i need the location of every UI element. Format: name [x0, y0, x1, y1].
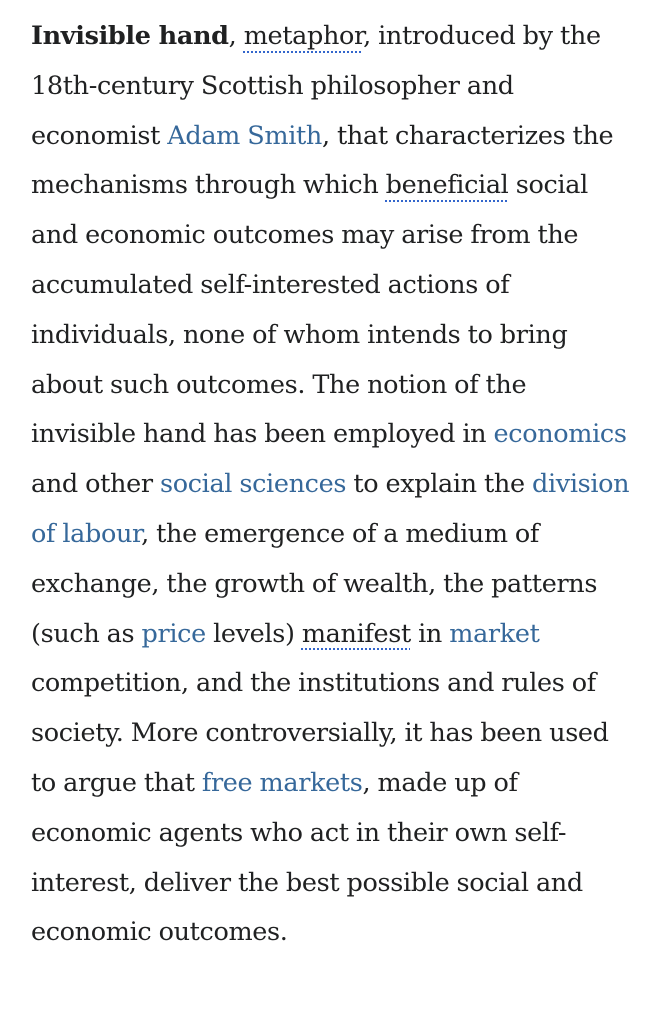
- link-market[interactable]: market: [449, 618, 540, 649]
- gloss-link-beneficial[interactable]: beneficial: [385, 170, 509, 201]
- gloss-link-manifest[interactable]: manifest: [301, 618, 411, 649]
- gloss-link-metaphor[interactable]: metaphor: [243, 21, 364, 51]
- link-division-of-labour[interactable]: division of labour: [31, 469, 630, 549]
- text-run: and other: [31, 469, 160, 500]
- text-run: , made up of economic agents who act in their own self-interest, deliver the best possible social and economic outcomes.: [31, 767, 583, 948]
- link-adam-smith[interactable]: Adam Smith: [167, 120, 322, 151]
- link-price[interactable]: price: [141, 618, 206, 649]
- term-invisible-hand: Invisible hand: [31, 21, 229, 51]
- link-social-sciences[interactable]: social sciences: [159, 469, 347, 500]
- text-run: ,: [228, 21, 244, 51]
- lead-paragraph: [31, 12, 638, 958]
- text-run: in: [410, 618, 450, 649]
- link-free-markets[interactable]: free markets: [201, 767, 363, 798]
- text-run: , that characterizes the mechanisms through which: [31, 120, 614, 201]
- text-run: competition, and the institutions and rules of society. More controversially, it has been used to argue that: [31, 668, 609, 798]
- text-run: to explain the: [346, 469, 532, 500]
- text-run: , introduced by the 18th-century Scottish philosopher and economist: [31, 21, 601, 151]
- text-run: , the emergence of a medium of exchange, the growth of wealth, the patterns (such as: [31, 518, 598, 649]
- text-run: levels): [205, 618, 302, 649]
- link-economics[interactable]: economics: [493, 419, 627, 450]
- text-run: social and economic outcomes may arise from the accumulated self-interested actions of individuals, none of whom intends to bring about such outcomes. The notion of the invisible hand has been employed in: [31, 170, 588, 450]
